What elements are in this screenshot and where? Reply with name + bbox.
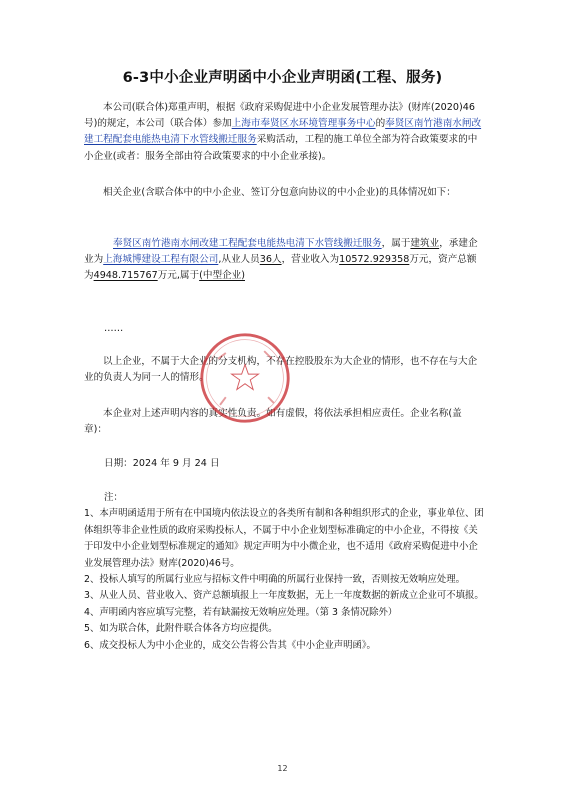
entry-text-5: 万元，资产总额为 (84, 254, 477, 282)
notes-section (84, 490, 484, 654)
project-name: 奉贤区南竹港南水闸改建工程配套电能热电清下水管线搬迁服务 (84, 118, 482, 146)
note-item: 3、从业人员、营业收入、资产总额填报上一年度数据，无上一年度数据的新成立企业可不填报。 (84, 590, 484, 602)
note-item: 5、如为联合体，此附件联合体各方均应提供。 (84, 623, 278, 635)
buyer-name: 上海市奉贤区水环境管理事务中心 (231, 118, 376, 130)
enterprise-entry (84, 236, 484, 285)
entry-industry: 建筑业 (410, 238, 440, 249)
entry-text-4: ，营业收入为 (281, 254, 340, 266)
entry-text-1: ，属于 (381, 238, 411, 249)
related-intro: 相关企业(含联合体中的中小企业、签订分包意向协议的中小企业)的具体情况如下： (103, 187, 456, 198)
statement-responsibility: 本企业对上述声明内容的真实性负责。如有虚假，将依法承担相应责任。企业名称(盖章)： (84, 408, 462, 436)
page-title: 6-3中小企业声明函中小企业声明函(工程、服务) (122, 70, 443, 86)
entry-assets: 4948.715767 (93, 270, 158, 282)
intro-text-3: 采购活动，工程的施工单位全部为符合政策要求的中小企业(或者：服务全部由符合政策要求的中小企业承接)。 (84, 134, 478, 162)
notes-title: 注： (104, 492, 123, 503)
statement-branch: 以上企业，不属于大企业的分支机构，不存在控股股东为大企业的情形，也不存在与大企业的负责人为同一人的情形。 (84, 356, 478, 384)
entry-staff: 36人 (259, 254, 282, 266)
intro-paragraph (84, 100, 484, 165)
entry-text-6: 万元,属于 (157, 270, 200, 282)
entry-size: (中型企业) (199, 270, 245, 282)
note-item: 6、成交投标人为中小企业的，成交公告将公告其《中小企业声明函》。 (84, 639, 376, 651)
intro-text-2: 的 (375, 118, 386, 130)
note-item: 1、本声明函适用于所有在中国境内依法设立的各类所有制和各种组织形式的企业，事业单位、团体组织等非企业性质的政府采购投标人，不属于中小企业划型标准确定的中小企业，不得按《关于印发中小企业划型标准规定的通知》规定声明为中小微企业，也不适用《政府采购促进中小企业发展管理办法》财库(2020)46号。 (84, 508, 484, 569)
entry-text-2: ，承建企业为 (84, 238, 478, 266)
date-line: 日期：2024 年 9 月 24 日 (104, 458, 220, 469)
ellipsis: …… (104, 323, 124, 334)
entry-revenue: 10572.929358 (339, 254, 410, 266)
note-item: 4、声明函内容应填写完整，若有缺漏按无效响应处理。（第 3 条情况除外） (84, 606, 398, 618)
entry-project: 奉贤区南竹港南水闸改建工程配套电能热电清下水管线搬迁服务 (113, 238, 382, 249)
entry-text-3: ,从业人员 (218, 254, 260, 266)
entry-company: 上海城博建设工程有限公司 (103, 254, 219, 266)
intro-text-1: 本公司(联合体)郑重声明，根据《政府采购促进中小企业发展管理办法》(财库(2020)46号)的规定，本公司（联合体）参加 (84, 102, 475, 130)
page-number: 12 (277, 764, 288, 773)
note-item: 2、投标人填写的所属行业应与招标文件中明确的所属行业保持一致，否则按无效响应处理。 (84, 574, 465, 586)
